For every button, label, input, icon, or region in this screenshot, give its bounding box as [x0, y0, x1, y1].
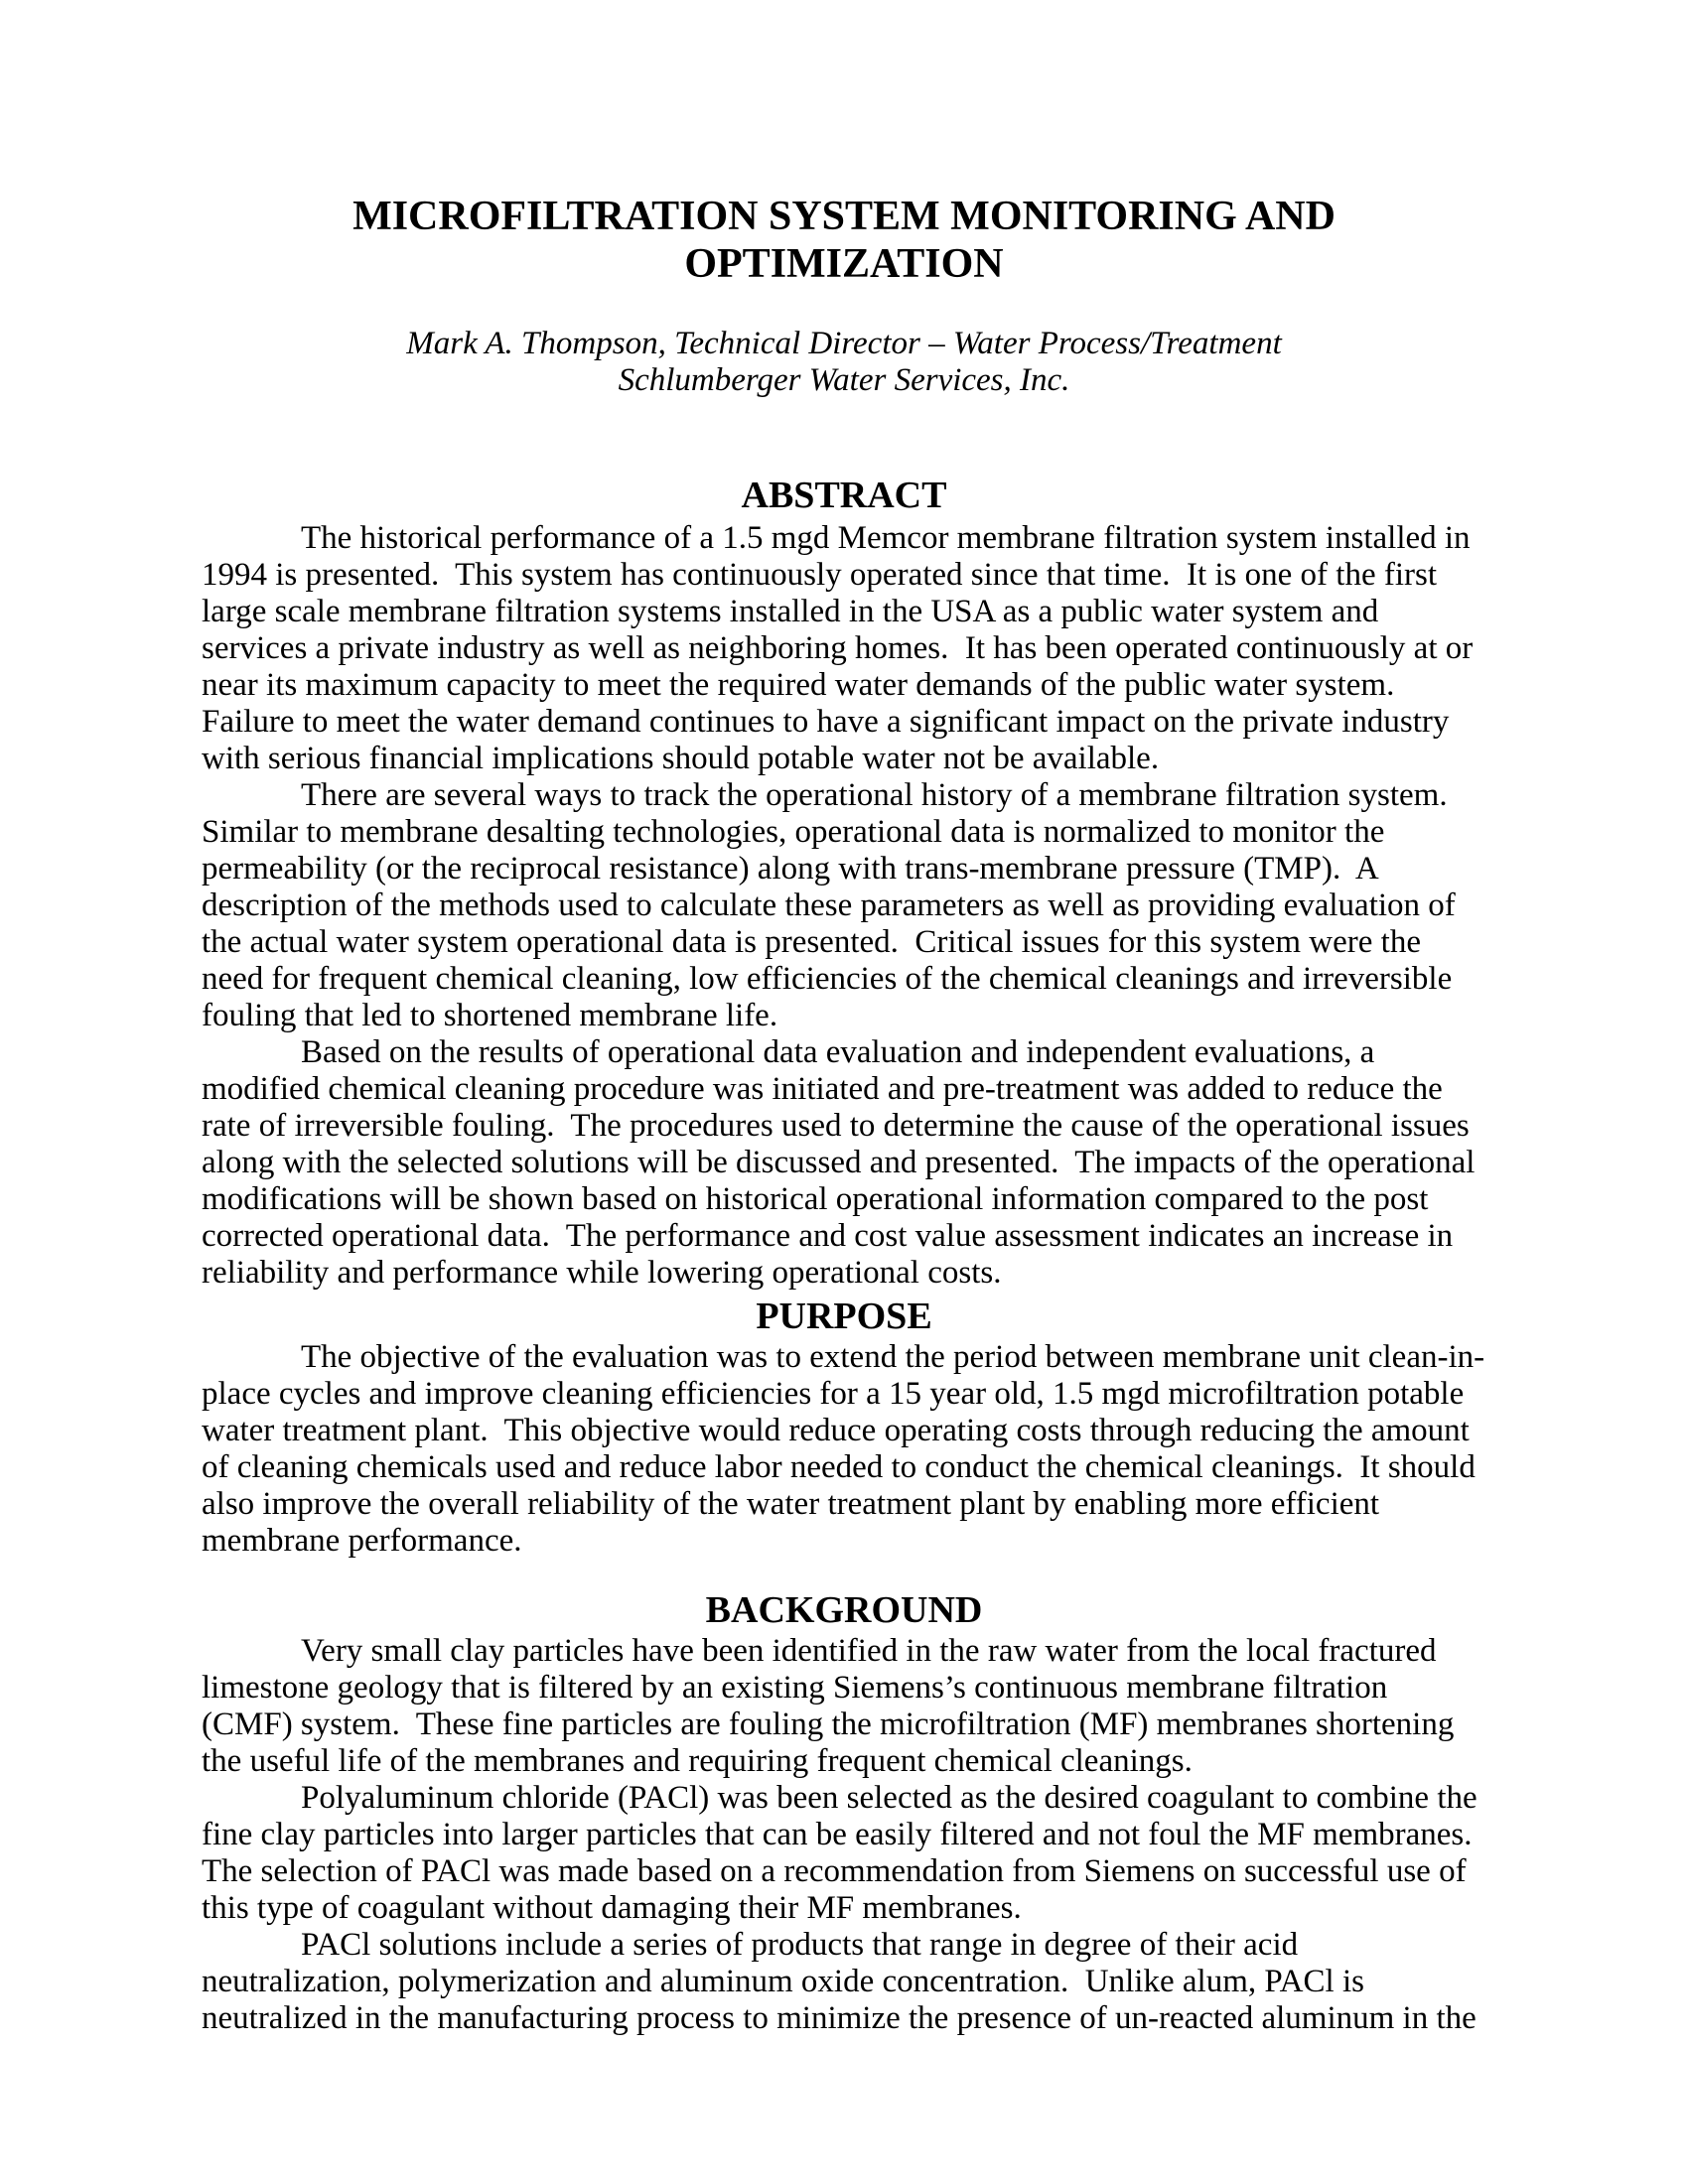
paragraph: The historical performance of a 1.5 mgd Memcor membrane filtration system installed in 1994 is presented. This system has continuously operated since that time. It is one of the first large scale membrane filtration systems installed in the USA as a public water system and services a private industry as well as neighboring homes. It has been operated continuously at or near its maximum capacity to meet the required water demands of the public water system. Failure to meet the water demand continues to have a significant impact on the private industry with serious financial implications should potable water not be available.	[202, 520, 1481, 776]
paragraph: There are several ways to track the operational history of a membrane filtration system. Similar to membrane desalting technologies, operational data is normalized to monitor the permeability (or the reciprocal resistance) along with trans-membrane pressure (TMP). A description of the methods used to calculate these parameters as well as providing evaluation of the actual water system operational data is presented. Critical issues for this system were the need for frequent chemical cleaning, low efficiencies of the chemical cleanings and irreversible fouling that led to shortened membrane life.	[202, 777, 1465, 1033]
document-title: MICROFILTRATION SYSTEM MONITORING AND OPTIMIZATION	[352, 194, 1336, 287]
byline	[202, 326, 1486, 399]
background-heading: BACKGROUND	[705, 1589, 983, 1631]
purpose-body	[202, 1339, 1486, 1560]
abstract-heading: ABSTRACT	[741, 475, 947, 516]
section-abstract	[202, 475, 1486, 1292]
section-purpose	[202, 1296, 1486, 1560]
section-background	[202, 1589, 1486, 2037]
background-body	[202, 1633, 1486, 2037]
paragraph: PACl solutions include a series of products that range in degree of their acid neutralization, polymerization and aluminum oxide concentration. Unlike alum, PACl is neutralized in the manufacturing process to minimize the presence of un-reacted aluminum in the	[202, 1927, 1477, 2036]
company-line: Schlumberger Water Services, Inc.	[618, 362, 1070, 398]
paragraph: Very small clay particles have been identified in the raw water from the local fractured limestone geology that is filtered by an existing Siemens’s continuous membrane filtration (CMF) system. These fine particles are fouling the microfiltration (MF) membranes shortening the useful life of the membranes and requiring frequent chemical cleanings.	[202, 1633, 1463, 1779]
paragraph: Based on the results of operational data evaluation and independent evaluations, a modified chemical cleaning procedure was initiated and pre-treatment was added to reduce the rate of irreversible fouling. The procedures used to determine the cause of the operational issues along with the selected solutions will be discussed and presented. The impacts of the operational modifications will be shown based on historical operational information compared to the post corrected operational data. The performance and cost value assessment indicates an increase in reliability and performance while lowering operational costs.	[202, 1034, 1483, 1291]
author-line: Mark A. Thompson, Technical Director – Water Process/Treatment	[406, 326, 1282, 361]
paragraph: The objective of the evaluation was to extend the period between membrane unit clean-in-place cycles and improve cleaning efficiencies for a 15 year old, 1.5 mgd microfiltration potable water treatment plant. This objective would reduce operating costs through reducing the amount of cleaning chemicals used and reduce labor needed to conduct the chemical cleanings. It should also improve the overall reliability of the water treatment plant by enabling more efficient membrane performance.	[202, 1339, 1485, 1559]
paragraph: Polyaluminum chloride (PACl) was been selected as the desired coagulant to combine the fine clay particles into larger particles that can be easily filtered and not foul the MF membranes. The selection of PACl was made based on a recommendation from Siemens on successful use of this type of coagulant without damaging their MF membranes.	[202, 1780, 1488, 1926]
abstract-body	[202, 520, 1486, 1292]
purpose-heading: PURPOSE	[756, 1296, 932, 1337]
